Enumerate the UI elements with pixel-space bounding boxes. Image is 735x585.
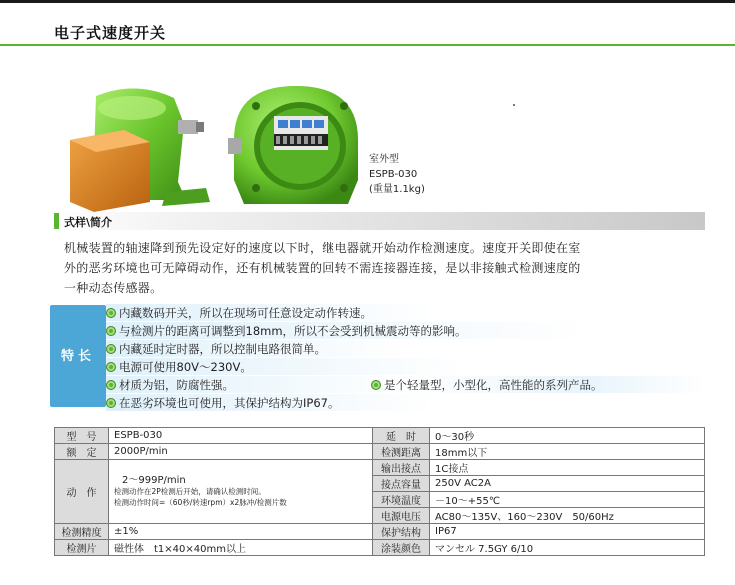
feature-item: 与检测片的距离可调整到18mm，所以不会受到机械震动等的影响。	[106, 321, 706, 339]
feature-extra: 是个轻量型，小型化，高性能的系列产品。	[371, 377, 603, 393]
bullet-icon	[106, 326, 116, 336]
table-row	[55, 460, 705, 476]
caption-weight: (重量1.1kg)	[369, 184, 425, 195]
speck	[513, 104, 515, 106]
spec-value: AC80～135V、160～230V 50/60Hz	[430, 508, 705, 524]
section-header-bar	[50, 212, 705, 230]
intro-line: 外的恶劣环境也可无障碍动作，还有机械装置的回转不需连接器连接，是以非接触式检测速度的	[64, 261, 581, 275]
bullet-icon	[371, 380, 381, 390]
product-photo-side	[66, 84, 218, 212]
table-row	[55, 524, 705, 540]
spec-value-action	[109, 460, 373, 524]
spec-value: 18mm以下	[430, 444, 705, 460]
bullet-icon	[106, 380, 116, 390]
spec-value: ±1%	[109, 524, 373, 540]
intro-paragraph	[64, 238, 694, 298]
spec-label: 型 号	[55, 428, 109, 444]
feature-item: 内藏数码开关，所以在现场可任意设定动作转速。	[106, 303, 706, 321]
action-range: 2～999P/min	[122, 475, 186, 486]
caption-model: ESPB-030	[369, 169, 418, 180]
caption-type: 室外型	[369, 154, 399, 165]
bullet-icon	[106, 308, 116, 318]
section-title: 式样\简介	[64, 216, 113, 229]
spec-table	[54, 427, 705, 556]
feature-item: 材质为铝，防腐性强。 是个轻量型，小型化，高性能的系列产品。	[106, 375, 706, 393]
spec-label: 延 时	[373, 428, 430, 444]
top-rule	[0, 0, 735, 3]
spec-label: 检测精度	[55, 524, 109, 540]
feature-item: 内藏延时定时器，所以控制电路很简单。	[106, 339, 706, 357]
product-photo-open	[226, 80, 366, 210]
spec-label: 环境温度	[373, 492, 430, 508]
spec-value: IP67	[430, 524, 705, 540]
spec-label: 保护结构	[373, 524, 430, 540]
feature-item: 电源可使用80V～230V。	[106, 357, 706, 375]
intro-line: 机械装置的轴速降到预先设定好的速度以下时，继电器就开始动作检测速度。速度开关即使在室	[64, 241, 581, 255]
spec-value: 250V AC2A	[430, 476, 705, 492]
spec-label: 输出接点	[373, 460, 430, 476]
spec-value: ESPB-030	[109, 428, 373, 444]
feature-item: 在恶劣环境也可使用，其保护结构为IP67。	[106, 393, 706, 411]
action-note: 检测动作在2P检测后开始，请确认检测时间。	[114, 487, 266, 496]
table-row	[55, 444, 705, 460]
spec-label: 接点容量	[373, 476, 430, 492]
bullet-icon	[106, 398, 116, 408]
spec-value: 1C接点	[430, 460, 705, 476]
spec-label: 检测片	[55, 540, 109, 556]
spec-value: マンセル 7.5GY 6/10	[430, 540, 705, 556]
page-title: 电子式速度开关	[54, 24, 167, 42]
features-label: 特长	[60, 349, 95, 364]
spec-label: 涂装颜色	[373, 540, 430, 556]
intro-line: 一种动态传感器。	[64, 281, 163, 295]
product-caption	[369, 152, 425, 197]
spec-value: 0～30秒	[430, 428, 705, 444]
spec-label: 额 定	[55, 444, 109, 460]
table-row	[55, 428, 705, 444]
spec-value: 磁性体 t1×40×40mm以上	[109, 540, 373, 556]
spec-value: －10～+55℃	[430, 492, 705, 508]
action-formula: 检测动作时间=（60秒/转速rpm）x2脉冲/检测片数	[114, 498, 287, 507]
spec-label: 动 作	[55, 460, 109, 524]
bullet-icon	[106, 362, 116, 372]
spec-label: 电源电压	[373, 508, 430, 524]
table-row	[55, 540, 705, 556]
section-marker	[54, 213, 59, 229]
title-divider	[0, 44, 735, 46]
spec-label: 检测距离	[373, 444, 430, 460]
bullet-icon	[106, 344, 116, 354]
spec-value: 2000P/min	[109, 444, 373, 460]
